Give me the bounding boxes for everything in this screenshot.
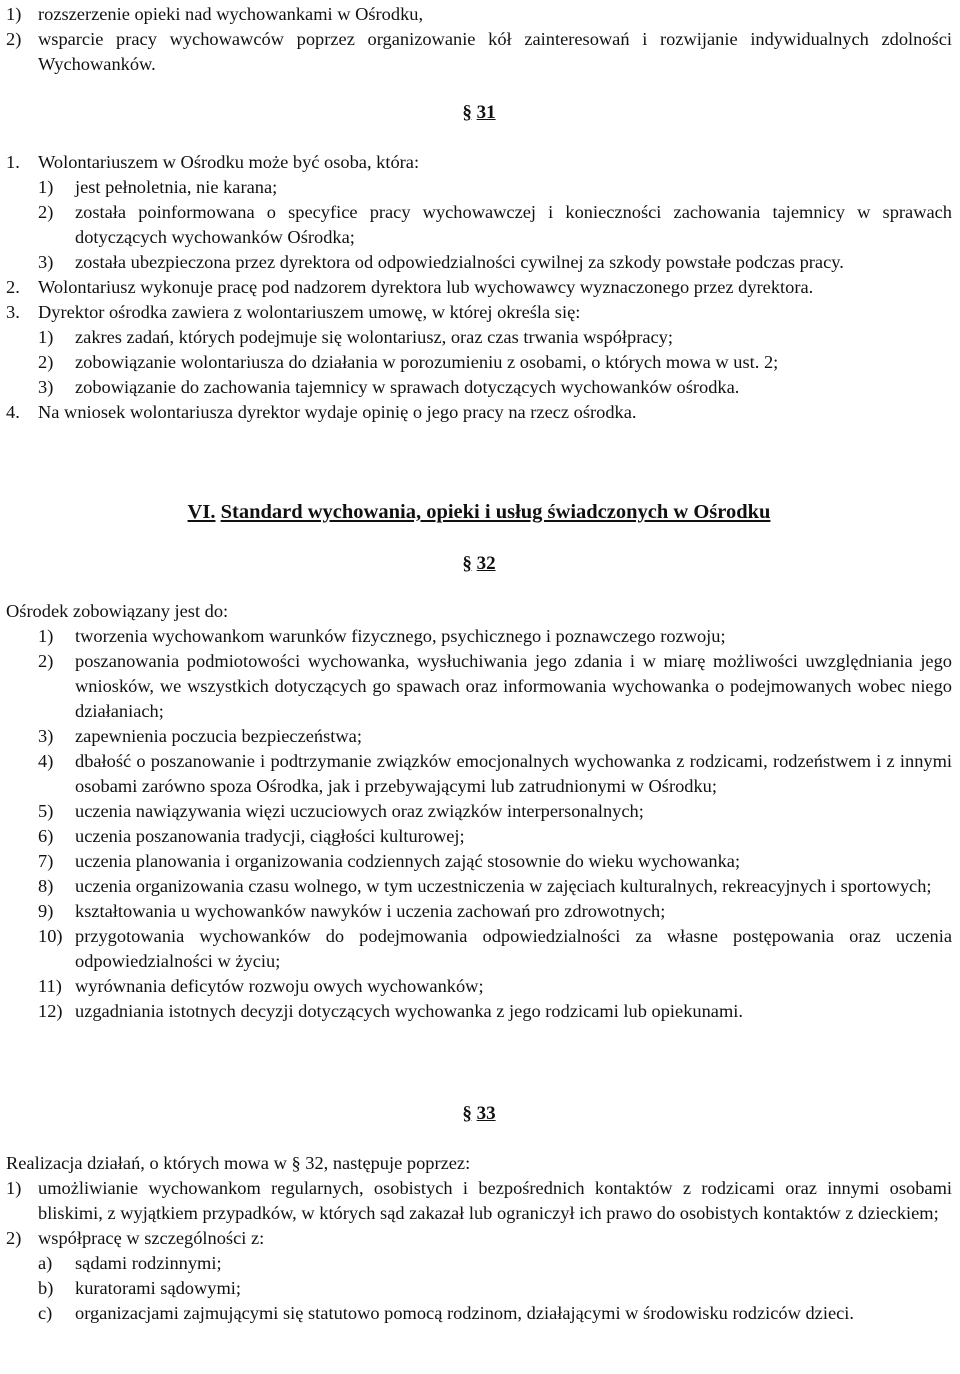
- list-item: [6, 350, 952, 375]
- item-number: 12): [38, 1001, 63, 1021]
- item-text: zakres zadań, których podejmuje się wolontariusz, oraz czas trwania współpracy;: [75, 327, 673, 347]
- list-item: [6, 27, 952, 77]
- item-number: 3.: [6, 302, 20, 322]
- paragraph-intro: Ośrodek zobowiązany jest do:: [6, 601, 229, 621]
- item-number: 4): [38, 751, 54, 771]
- section-title: Standard wychowania, opieki i usług świadczonych w Ośrodku: [220, 501, 771, 523]
- item-number: 2): [6, 1228, 22, 1248]
- item-number: 9): [38, 901, 54, 921]
- item-text: organizacjami zajmującymi się statutowo pomocą rodzinom, działającymi w środowisku rodziców dzieci.: [75, 1303, 854, 1323]
- paragraph-heading-33: [6, 1101, 952, 1126]
- item-text: współpracę w szczególności z:: [38, 1228, 265, 1248]
- item-number: 2.: [6, 277, 20, 297]
- paragraph-number: 32: [476, 553, 496, 574]
- item-text: poszanowania podmiotowości wychowanka, wysłuchiwania jego zdania i w miarę możliwości uwzględniania jego wniosków, we wszystkich dotyczących go spawach oraz informowania wychowanka o podejmowanych wobec niego działaniach;: [75, 651, 952, 721]
- list-item: [6, 824, 952, 849]
- item-text: umożliwianie wychowankom regularnych, osobistych i bezpośrednich kontaktów z rodzicami oraz innymi osobami bliskimi, z wyjątkiem przypadków, w których sąd zakazał lub ograniczył ich prawo do osobistych kontaktów z dzieckiem;: [38, 1178, 952, 1223]
- item-text: sądami rodzinnymi;: [75, 1253, 222, 1273]
- list-item: [6, 849, 952, 874]
- item-text: Wolontariuszem w Ośrodku może być osoba, która:: [38, 152, 420, 172]
- item-text: tworzenia wychowankom warunków fizycznego, psychicznego i poznawczego rozwoju;: [75, 626, 726, 646]
- item-text: dbałość o poszanowanie i podtrzymanie związków emocjonalnych wychowanka z rodzicami, rodzeństwem i z innymi osobami zarówno spoza Ośrodka, jak i przebywającymi lub zatrudnionymi w Ośrodku;: [75, 751, 952, 796]
- list-item: [6, 624, 952, 649]
- paragraph-32-body: [6, 599, 952, 1024]
- item-text: kuratorami sądowymi;: [75, 1278, 241, 1298]
- list-item: [6, 999, 952, 1024]
- paragraph-number: 33: [476, 1103, 496, 1124]
- item-number: 8): [38, 876, 54, 896]
- item-number: 4.: [6, 402, 20, 422]
- item-number: c): [38, 1303, 53, 1323]
- item-text: została poinformowana o specyfice pracy wychowawczej i konieczności zachowania tajemnicy w sprawach dotyczących wychowanków Ośrodka;: [75, 202, 952, 247]
- list-item: [6, 749, 952, 799]
- list-item: [6, 1251, 952, 1276]
- list-item: [6, 1226, 952, 1251]
- item-text: uczenia planowania i organizowania codziennych zająć stosownie do wieku wychowanka;: [75, 851, 741, 871]
- item-number: 1.: [6, 152, 20, 172]
- top-list: [6, 2, 952, 77]
- section-heading: [6, 500, 952, 525]
- item-text: zapewnienia poczucia bezpieczeństwa;: [75, 726, 362, 746]
- item-number: 11): [38, 976, 62, 996]
- list-item: [6, 899, 952, 924]
- item-number: 3): [38, 377, 54, 397]
- item-number: a): [38, 1253, 53, 1273]
- item-number: 1): [6, 1178, 22, 1198]
- section-symbol: §: [462, 553, 472, 574]
- list-item: [6, 400, 952, 425]
- list-item: [6, 200, 952, 250]
- item-number: 1): [38, 177, 54, 197]
- paragraph-intro: Realizacja działań, o których mowa w § 32, następuje poprzez:: [6, 1153, 471, 1173]
- list-item: [6, 724, 952, 749]
- item-text: wyrównania deficytów rozwoju owych wychowanków;: [75, 976, 484, 996]
- list-item: [6, 1276, 952, 1301]
- item-number: 2): [38, 202, 54, 222]
- item-number: 5): [38, 801, 54, 821]
- item-number: 3): [38, 726, 54, 746]
- list-item: [6, 874, 952, 899]
- item-text: uczenia organizowania czasu wolnego, w tym uczestniczenia w zajęciach kulturalnych, rekreacyjnych i sportowych;: [75, 876, 932, 896]
- item-number: 2): [6, 29, 22, 49]
- list-item: [6, 1176, 952, 1226]
- item-text: uzgadniania istotnych decyzji dotyczących wychowanka z jego rodzicami lub opiekunami.: [75, 1001, 743, 1021]
- section-symbol: §: [462, 102, 472, 123]
- section-numeral: VI.: [187, 501, 216, 523]
- item-number: b): [38, 1278, 54, 1298]
- item-number: 10): [38, 926, 63, 946]
- paragraph-heading-31: [6, 100, 952, 125]
- list-item: [6, 250, 952, 275]
- item-number: 7): [38, 851, 54, 871]
- item-text: rozszerzenie opieki nad wychowankami w Ośrodku,: [38, 4, 424, 24]
- item-text: została ubezpieczona przez dyrektora od odpowiedzialności cywilnej za szkody powstałe podczas pracy.: [75, 252, 844, 272]
- item-text: kształtowania u wychowanków nawyków i uczenia zachowań pro zdrowotnych;: [75, 901, 666, 921]
- item-text: Dyrektor ośrodka zawiera z wolontariuszem umowę, w której określa się:: [38, 302, 581, 322]
- list-item: [6, 924, 952, 974]
- item-number: 2): [38, 352, 54, 372]
- paragraph-31-body: [6, 150, 952, 425]
- list-item: [6, 300, 952, 325]
- list-item: [6, 375, 952, 400]
- list-item: [6, 799, 952, 824]
- list-item: [6, 1301, 952, 1326]
- list-item: [6, 649, 952, 724]
- item-number: 2): [38, 651, 54, 671]
- list-item: [6, 275, 952, 300]
- item-text: uczenia poszanowania tradycji, ciągłości kulturowej;: [75, 826, 465, 846]
- item-text: wsparcie pracy wychowawców poprzez organizowanie kół zainteresowań i rozwijanie indywidualnych zdolności Wychowanków.: [38, 29, 952, 74]
- item-text: jest pełnoletnia, nie karana;: [75, 177, 278, 197]
- item-text: zobowiązanie do zachowania tajemnicy w sprawach dotyczących wychowanków ośrodka.: [75, 377, 740, 397]
- list-item: [6, 150, 952, 175]
- section-symbol: §: [462, 1103, 472, 1124]
- paragraph-33-body: [6, 1151, 952, 1326]
- item-text: Wolontariusz wykonuje pracę pod nadzorem dyrektora lub wychowawcy wyznaczonego przez dyrektora.: [38, 277, 814, 297]
- list-item: [6, 974, 952, 999]
- item-number: 3): [38, 252, 54, 272]
- item-text: Na wniosek wolontariusza dyrektor wydaje opinię o jego pracy na rzecz ośrodka.: [38, 402, 637, 422]
- item-number: 1): [38, 626, 54, 646]
- list-item: [6, 2, 952, 27]
- item-number: 1): [6, 4, 22, 24]
- list-item: [6, 325, 952, 350]
- paragraph-number: 31: [476, 102, 496, 123]
- item-text: uczenia nawiązywania więzi uczuciowych oraz związków interpersonalnych;: [75, 801, 644, 821]
- paragraph-heading-32: [6, 551, 952, 576]
- item-text: przygotowania wychowanków do podejmowania odpowiedzialności za własne postępowania oraz uczenia odpowiedzialności w życiu;: [75, 926, 952, 971]
- item-text: zobowiązanie wolontariusza do działania w porozumieniu z osobami, o których mowa w ust. 2;: [75, 352, 779, 372]
- list-item: [6, 175, 952, 200]
- item-number: 1): [38, 327, 54, 347]
- item-number: 6): [38, 826, 54, 846]
